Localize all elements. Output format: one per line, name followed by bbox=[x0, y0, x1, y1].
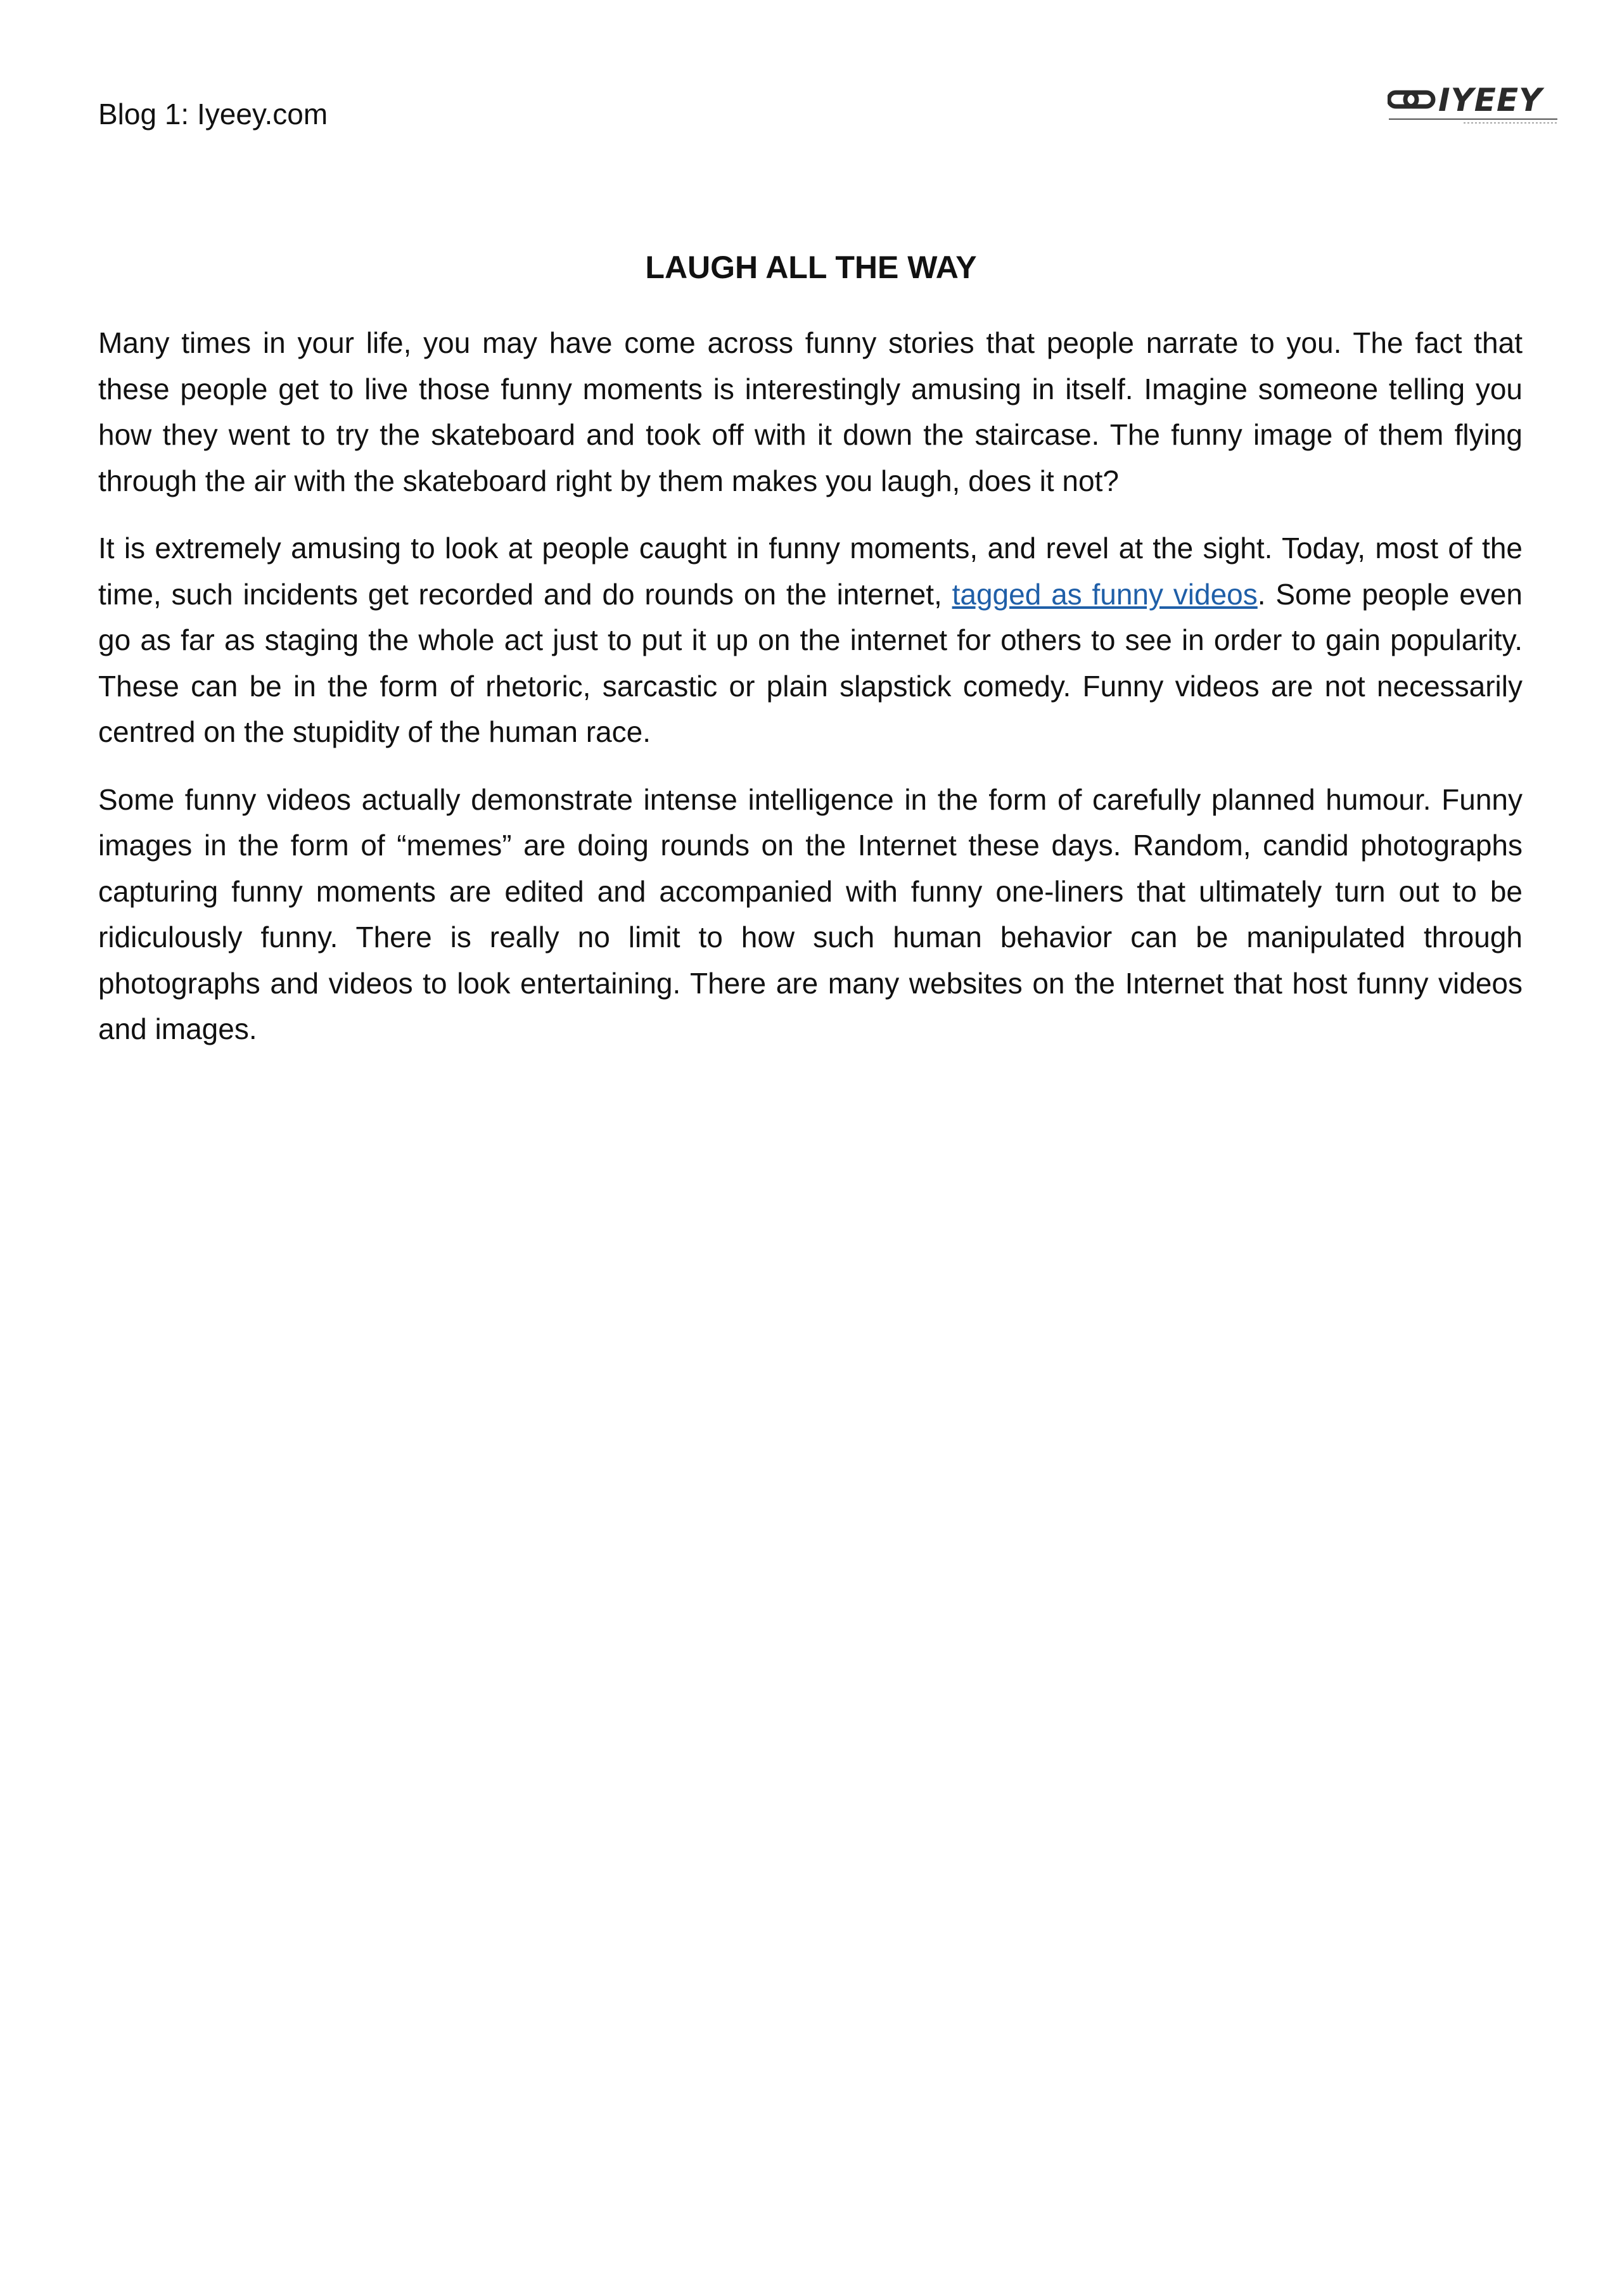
paragraph-2 bbox=[98, 525, 1523, 755]
document-body bbox=[98, 320, 1523, 1074]
paragraph-1: Many times in your life, you may have come across funny stories that people narrate to you. The fact that these people get to live those funny moments is interestingly amusing in itself. Imagine someone telling you how they went to try the skateboard and took off with it down the staircase. The funny image of them flying through the air with the skateboard right by them makes you laugh, does it not? bbox=[98, 326, 1523, 497]
funny-videos-link[interactable]: tagged as funny videos bbox=[952, 577, 1258, 611]
paragraph-3: Some funny videos actually demonstrate intense intelligence in the form of carefully planned humour. Funny images in the form of “memes” are doing rounds on the Internet these days. Random, candid photographs capturing funny moments are edited and accompanied with funny one-liners that ultimately turn out to be ridiculously funny. There is really no limit to how such human behavior can be manipulated through photographs and videos to look entertaining. There are many websites on the Internet that host funny videos and images. bbox=[98, 782, 1523, 1045]
paragraph-2-text-after: . Some people even go as far as staging the whole act just to put it up on the internet for others to see in order to gain popularity. These can be in the form of rhetoric, sarcastic or plain slapstick comedy. Funny videos are not necessarily centred on the stupidity of the human race. bbox=[98, 577, 1523, 748]
logo-text: IYEEY bbox=[1438, 82, 1543, 118]
blog-label: Blog 1: Iyeey.com bbox=[98, 98, 328, 131]
document-title: LAUGH ALL THE WAY bbox=[645, 250, 977, 285]
paragraph-2-text-before: It is extremely amusing to look at people caught in funny moments, and revel at the sight. Today, most of the time, such incidents get recorded and do rounds on the internet, bbox=[98, 532, 1523, 611]
iyeey-logo bbox=[1388, 84, 1559, 128]
